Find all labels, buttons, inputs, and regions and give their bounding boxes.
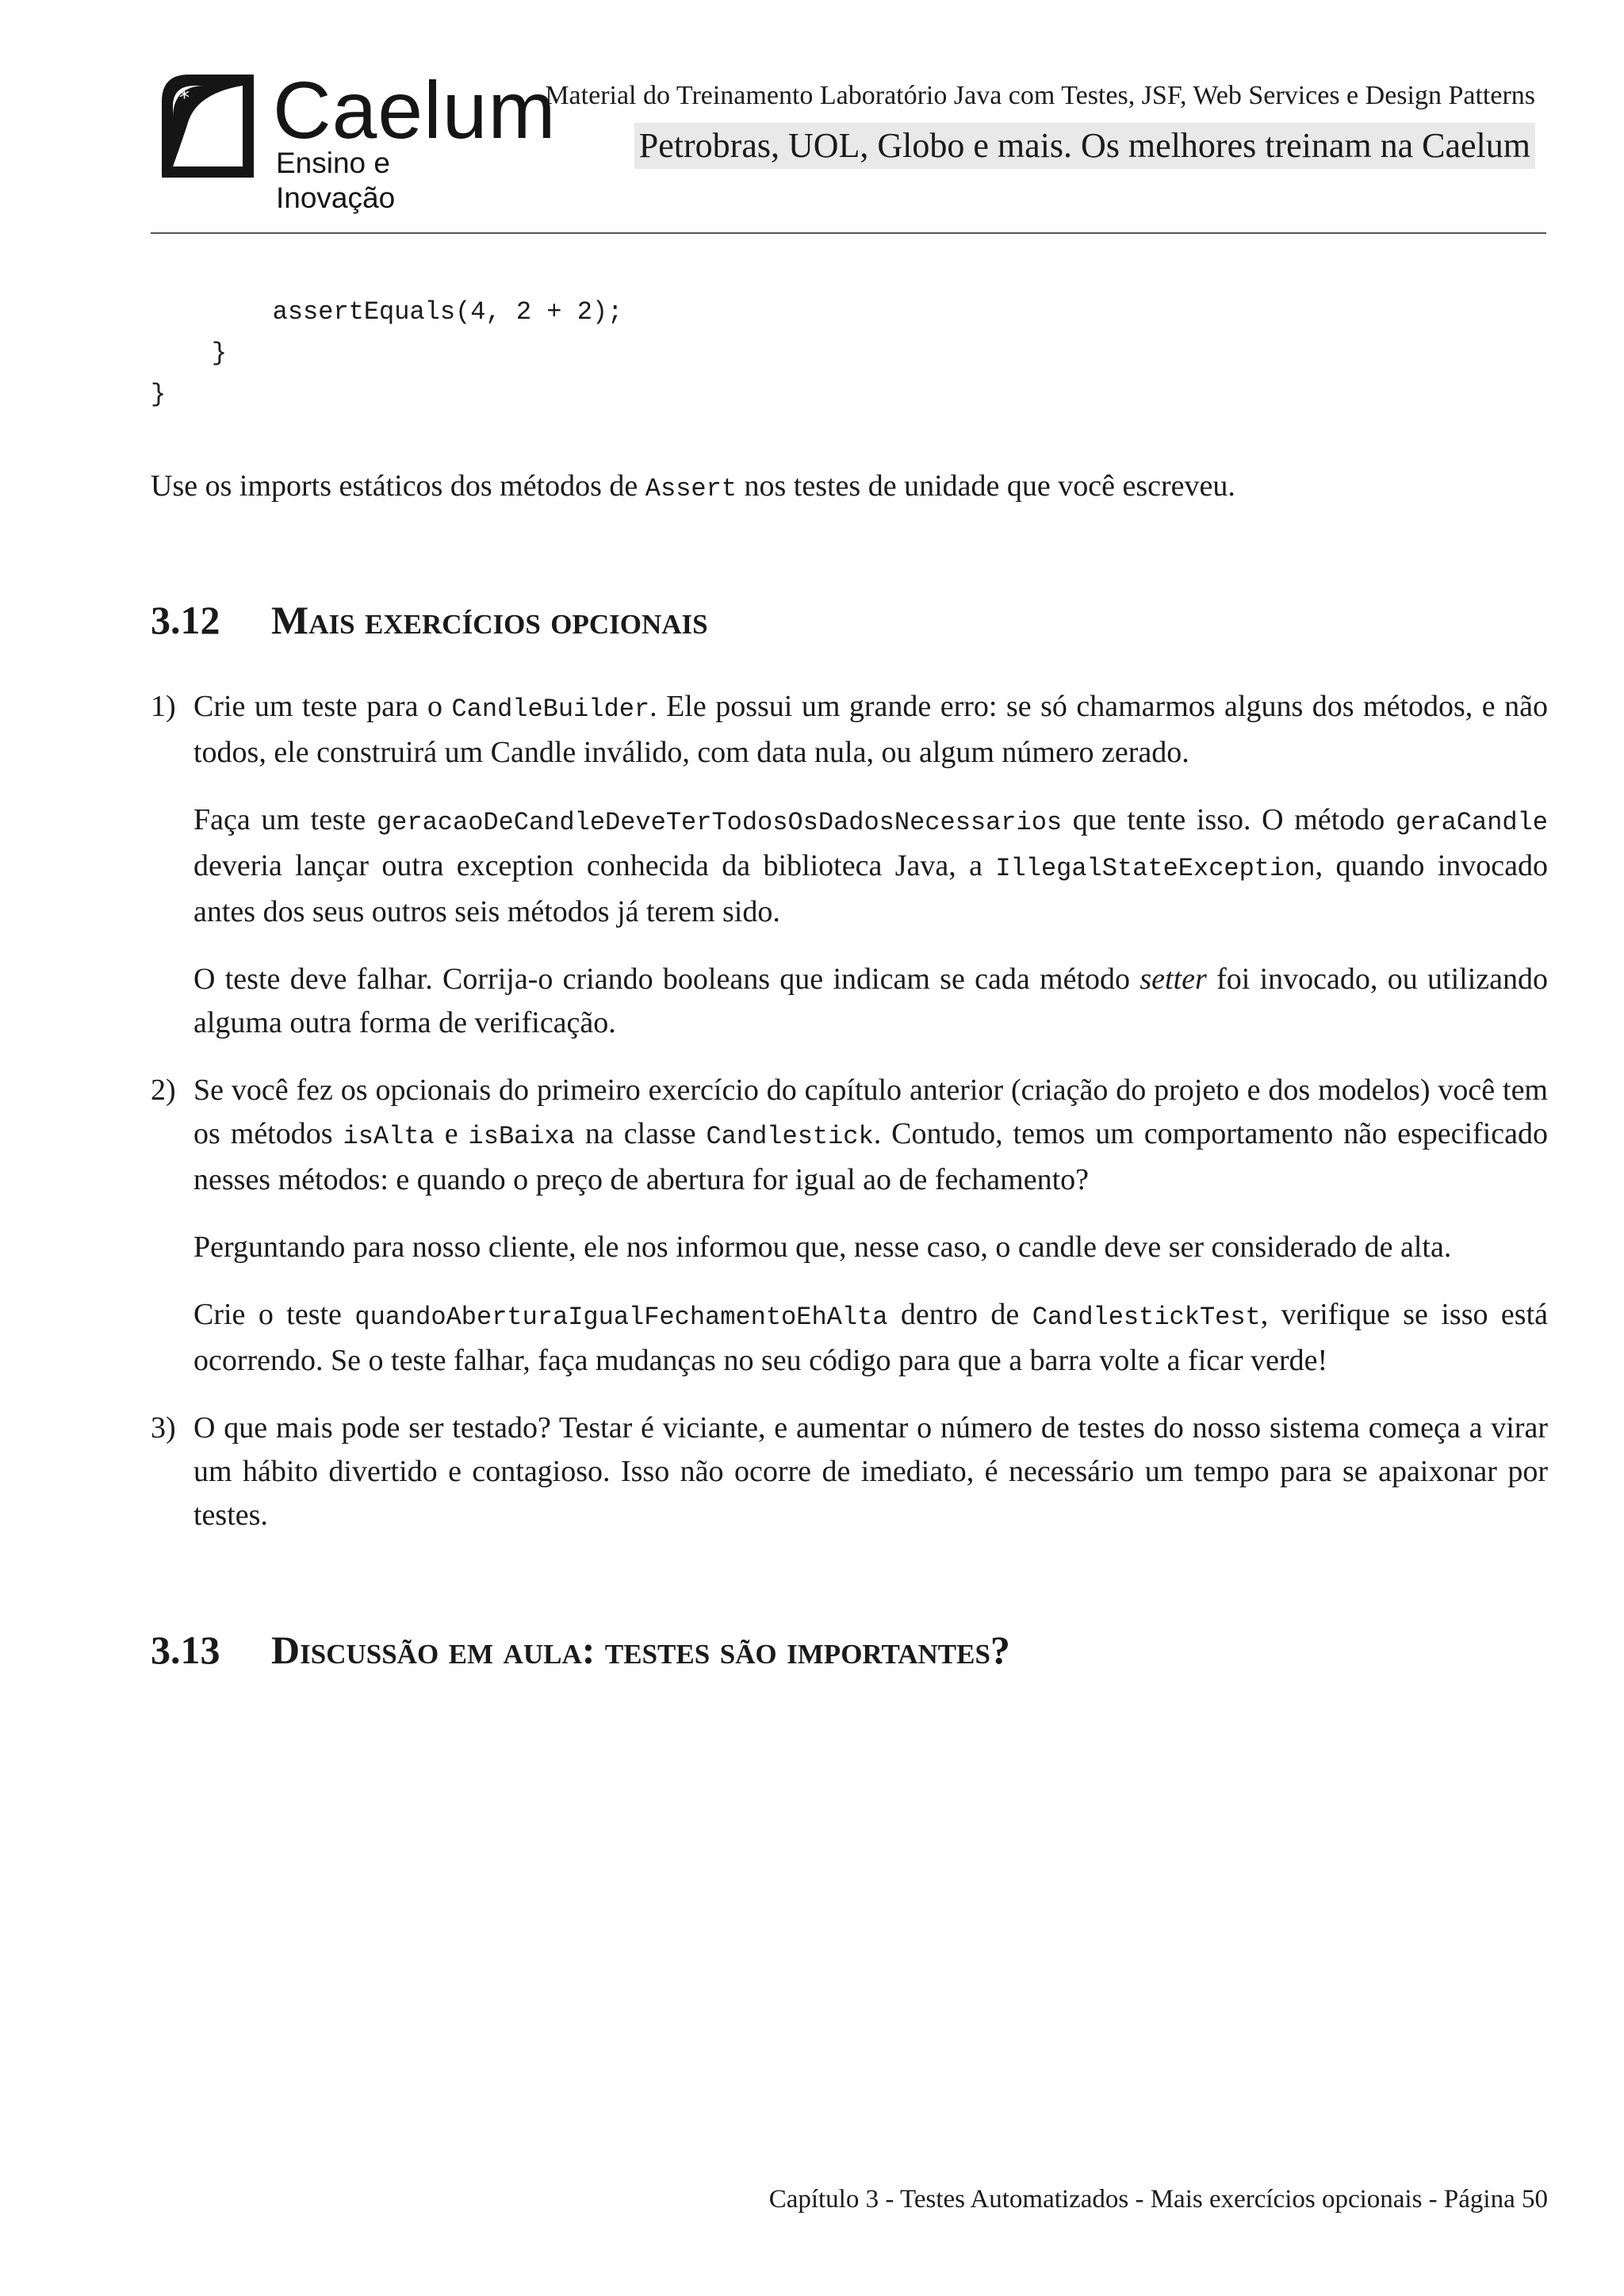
- section-heading-3-13: [151, 1624, 1548, 1675]
- text-run: nos testes de unidade que você escreveu.: [737, 469, 1235, 503]
- exercise-paragraph: [193, 1293, 1548, 1383]
- inline-code: quandoAberturaIgualFechamentoEhAlta: [354, 1303, 888, 1332]
- text-run: Perguntando para nosso cliente, ele nos informou que, nesse caso, o candle deve ser considerado de alta.: [193, 1230, 1452, 1264]
- inline-code: geracaoDeCandleDeveTerTodosOsDadosNecessarios: [376, 808, 1063, 837]
- inline-code: IllegalStateException: [995, 854, 1316, 883]
- text-run: Se você fez os opcionais do primeiro exercício do capítulo anterior (criação do projeto e dos modelos) você tem os métodos: [193, 1073, 1548, 1150]
- page-header: [0, 0, 1624, 238]
- list-marker: 1): [151, 690, 176, 723]
- exercise-paragraph: [193, 685, 1548, 775]
- caelum-logo-icon: [155, 70, 259, 178]
- logo-tagline: Ensino e Inovação: [276, 147, 396, 214]
- list-item: [151, 1069, 1548, 1383]
- inline-code: geraCandle: [1395, 808, 1548, 837]
- exercise-paragraph: [193, 958, 1548, 1045]
- list-item: [151, 1406, 1548, 1537]
- exercise-paragraph: [193, 798, 1548, 934]
- inline-code: CandlestickTest: [1032, 1303, 1261, 1332]
- text-run: Crie um teste para o: [193, 690, 452, 723]
- code-line: }: [151, 339, 228, 368]
- inline-code: isBaixa: [468, 1122, 575, 1151]
- text-run: foi invocado, ou utilizando alguma outra forma de verificação.: [193, 962, 1548, 1039]
- intro-paragraph: [151, 465, 1548, 511]
- section-title: Discussão em aula: testes são importantes?: [271, 1628, 1010, 1672]
- header-divider: [151, 232, 1546, 234]
- text-run: , quando invocado antes dos seus outros seis métodos já terem sido.: [193, 849, 1549, 928]
- text-run: Crie o teste: [193, 1298, 355, 1331]
- logo-wordmark: Caelum: [273, 65, 557, 155]
- text-run: . Contudo, temos um comportamento não especificado nesses métodos: e quando o preço de abertura for igual ao de fechamento?: [193, 1117, 1548, 1196]
- inline-code: Candlestick: [706, 1122, 874, 1151]
- list-marker: 3): [151, 1411, 176, 1445]
- exercise-paragraph: [193, 1406, 1548, 1537]
- text-run: dentro de: [887, 1298, 1032, 1331]
- page-content: [151, 285, 1548, 1675]
- header-slogan: Petrobras, UOL, Globo e mais. Os melhores treinam na Caelum: [634, 123, 1535, 169]
- text-run: Use os imports estáticos dos métodos de: [151, 469, 645, 503]
- text-run: O teste deve falhar. Corrija-o criando booleans que indicam se cada método: [193, 962, 1140, 996]
- caelum-logo: [155, 65, 557, 214]
- section-heading-3-12: [151, 595, 1548, 645]
- exercise-list: [151, 685, 1548, 1537]
- section-title: Mais exercícios opcionais: [271, 598, 708, 642]
- code-line: }: [151, 380, 167, 409]
- exercise-paragraph: [193, 1069, 1548, 1202]
- text-run: e: [434, 1117, 469, 1150]
- text-run: . Ele possui um grande erro: se só chamarmos alguns dos métodos, e não todos, ele construirá um Candle inválido, com data nula, ou algum número zerado.: [193, 690, 1548, 769]
- text-run: O que mais pode ser testado? Testar é viciante, e aumentar o número de testes do nosso sistema começa a virar um hábito divertido e contagioso. Isso não ocorre de imediato, é necessário um tempo para se apaixonar por testes.: [193, 1411, 1548, 1532]
- inline-code: isAlta: [343, 1122, 435, 1151]
- text-run: , verifique se isso está ocorrendo. Se o teste falhar, faça mudanças no seu código para que a barra volte a ficar verde!: [193, 1298, 1548, 1377]
- svg-text:*: *: [179, 86, 190, 110]
- inline-code: CandleBuilder: [451, 695, 650, 724]
- code-line: assertEquals(4, 2 + 2);: [151, 297, 623, 327]
- header-title: Material do Treinamento Laboratório Java com Testes, JSF, Web Services e Design Patterns: [545, 81, 1535, 110]
- inline-code: Assert: [645, 474, 737, 503]
- text-run: que tente isso. O método: [1062, 803, 1396, 836]
- list-item: [151, 685, 1548, 1045]
- section-number: 3.12: [151, 598, 220, 642]
- section-number: 3.13: [151, 1628, 220, 1672]
- code-block: [151, 292, 1548, 415]
- text-run: Faça um teste: [193, 803, 377, 836]
- text-run: na classe: [574, 1117, 707, 1150]
- list-marker: 2): [151, 1073, 176, 1107]
- page-footer: Capítulo 3 - Testes Automatizados - Mais exercícios opcionais - Página 50: [768, 2185, 1548, 2214]
- text-run: deveria lançar outra exception conhecida da biblioteca Java, a: [193, 849, 996, 882]
- emphasis: setter: [1139, 962, 1207, 996]
- exercise-paragraph: [193, 1226, 1548, 1269]
